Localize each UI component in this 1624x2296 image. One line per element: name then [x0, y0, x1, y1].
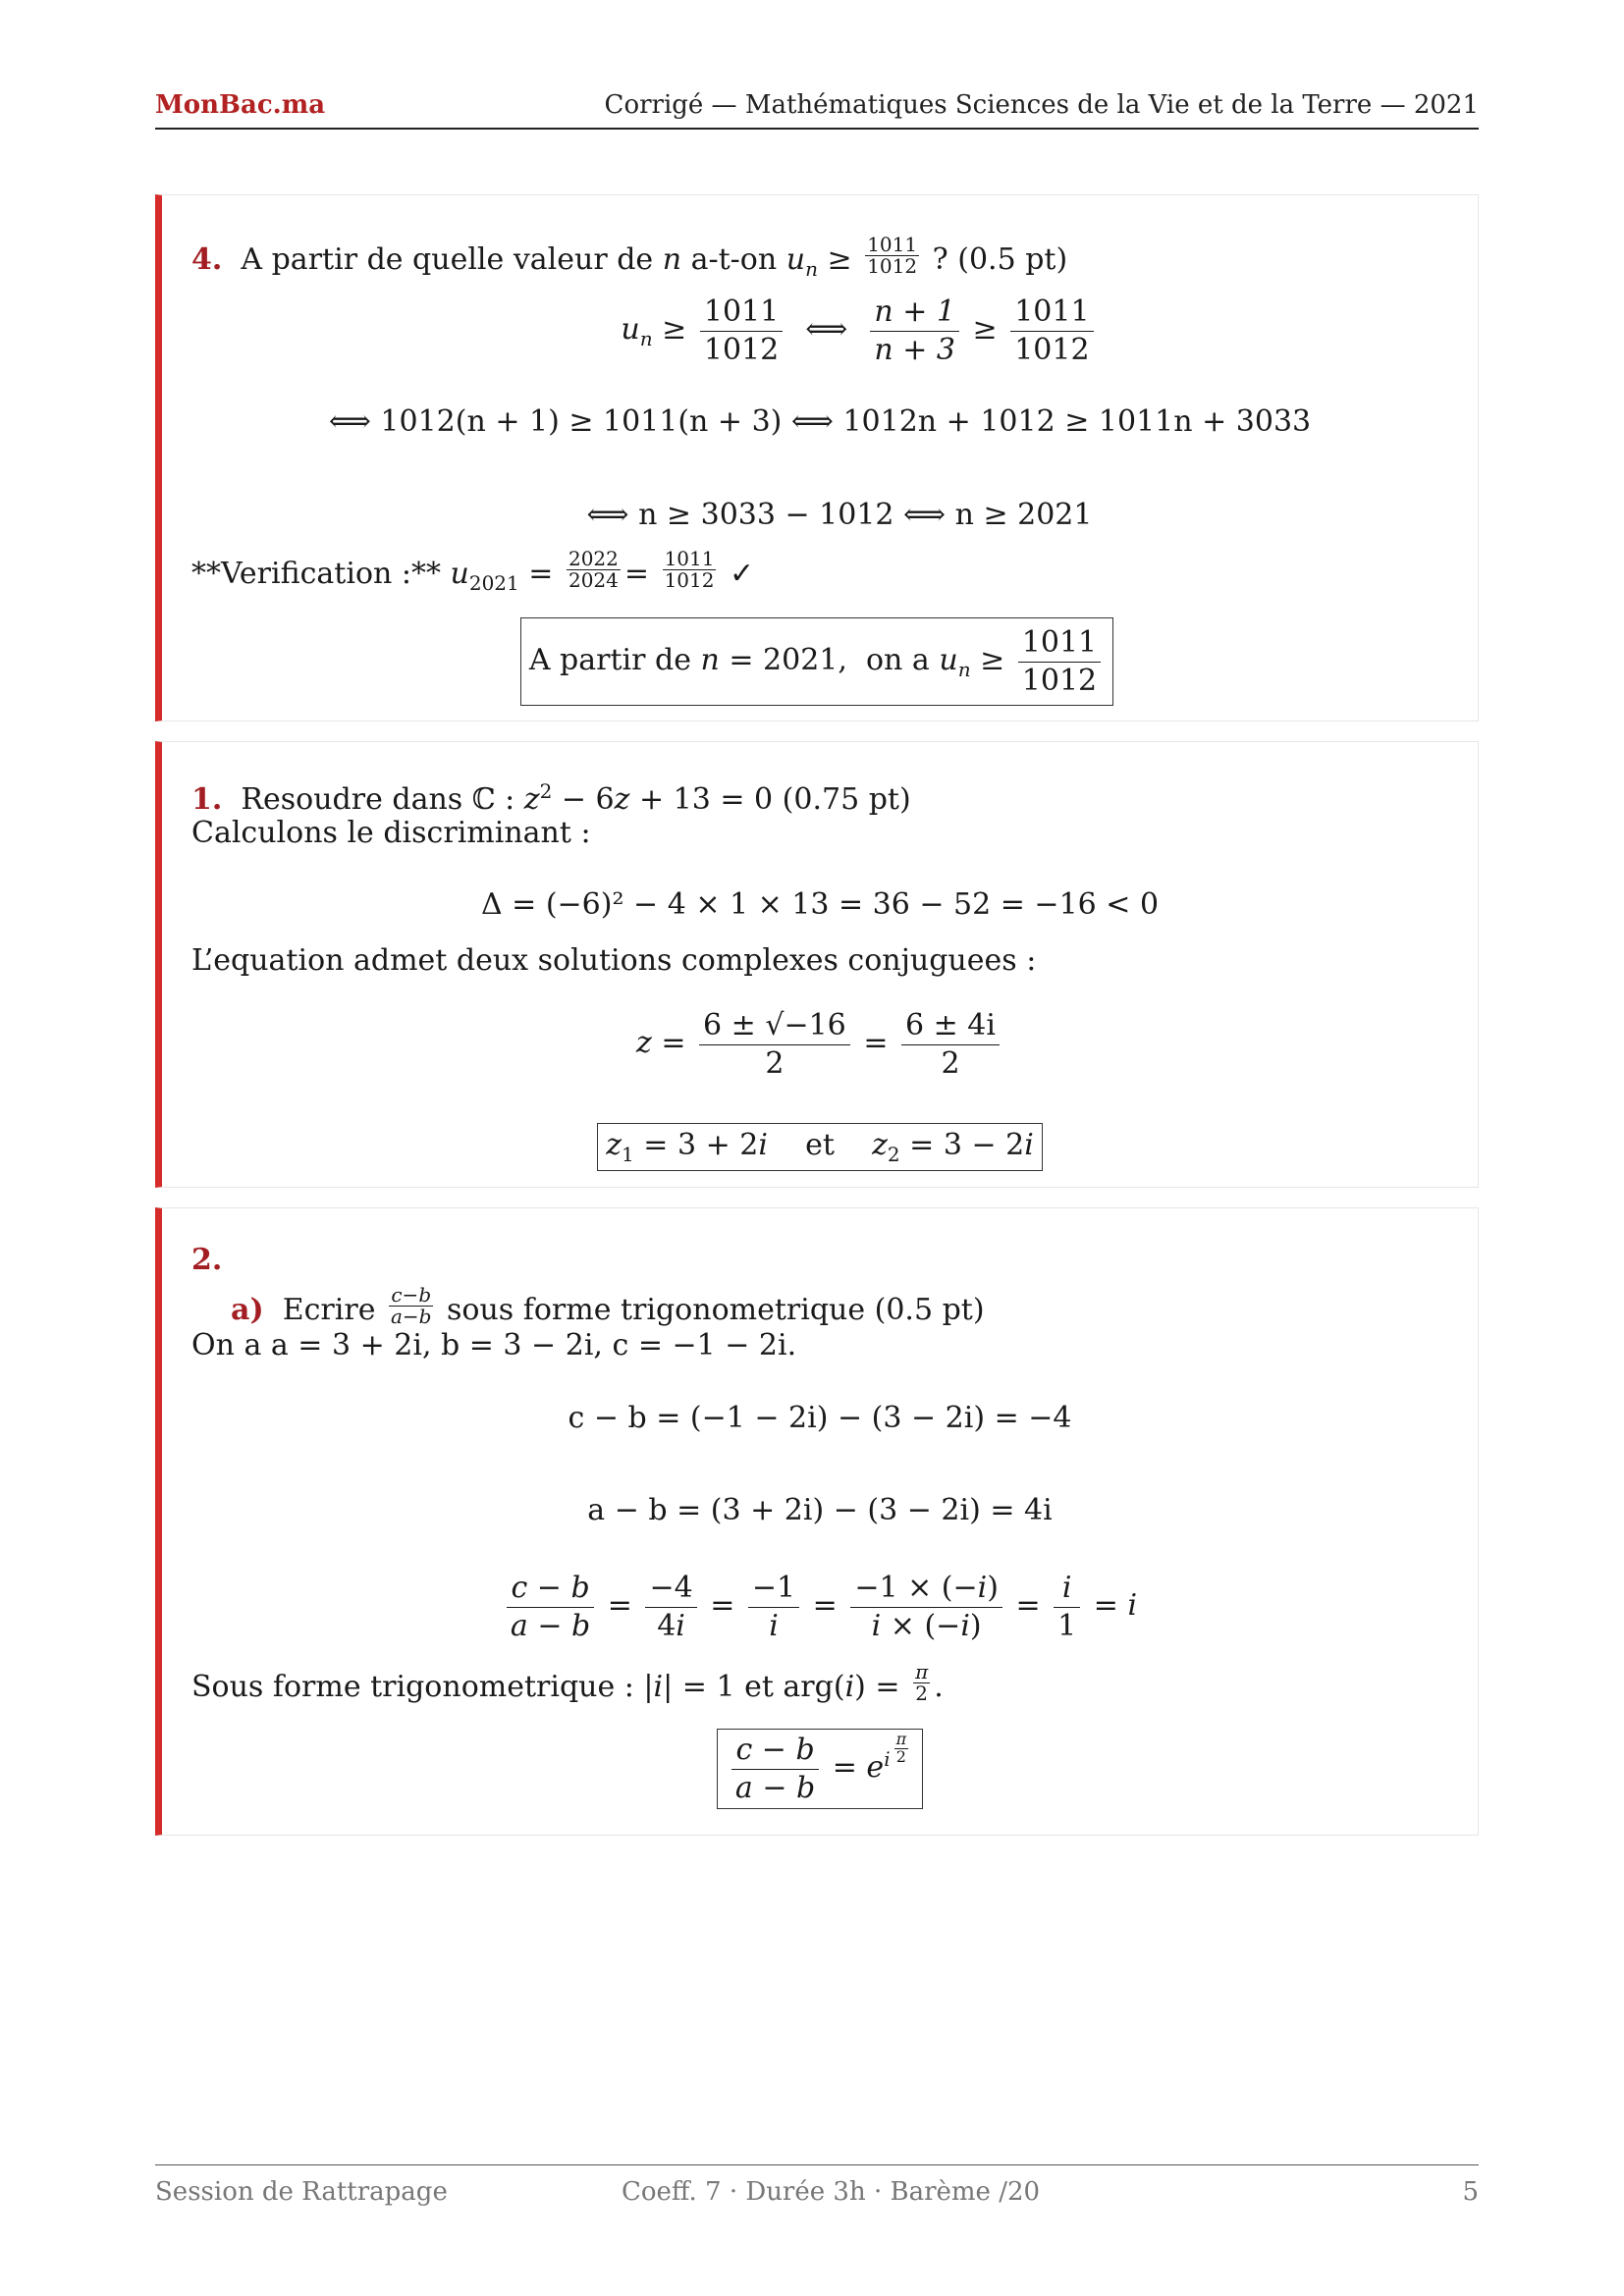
q2-subquestion: a) Ecrire $\frac{c-b}{a-b}$ sous forme trigonometrique (0.5 pt) — [231, 1283, 985, 1328]
footer-info: Coeff. 7 · Durée 3h · Barème /20 — [622, 2177, 1041, 2207]
exercise-box-q4 — [155, 194, 1479, 721]
q4-fraction: $\frac{1011}{1012}$ — [867, 233, 918, 278]
q1-solution-formula: z = $\frac{6 \pm √-16}{2}$ = $\frac{6 \pm 4i}{2}$ — [162, 1007, 1478, 1082]
q1-solutions-intro: L’equation admet deux solutions complexes conjuguees : — [191, 943, 1037, 978]
exercise-box-q1 — [155, 741, 1479, 1188]
q1-result: $z_1 = 3 + 2i$ et $z_2 = 3 - 2i$ — [162, 1123, 1478, 1171]
brand-name: MonBac.ma — [155, 90, 326, 120]
q4-verification: **Verification :** $u_{2021}$ = $\frac{2022}{2024}$ = $\frac{1011}{1012}$ ✓ — [191, 547, 755, 595]
q2-quotient-chain: $\frac{c - b}{a - b}$ = $\frac{-4}{4i}$ = $\frac{-1}{i}$ = $\frac{-1 \times (-i)}{i \times (-i)}$ = $\frac{i}{1}$ = i — [162, 1570, 1478, 1644]
q4-equation-1: $u_n$ ≥ $\frac{1011}{1012}$ ⟺ $\frac{n + 1}{n + 3}$ ≥ $\frac{1011}{1012}$ — [162, 294, 1478, 368]
footer-session: Session de Rattrapage — [155, 2177, 448, 2207]
q2-number: 2. — [191, 1243, 223, 1277]
q2-eq-cb: c − b = (−1 − 2i) − (3 − 2i) = −4 — [568, 1401, 1072, 1435]
q4-conclusion: A partir de n = 2021, on a $u_n$ ≥ $\frac{1011}{1012}$ — [162, 617, 1478, 706]
page-number: 5 — [1462, 2177, 1479, 2207]
q2-trig-form: Sous forme trigonometrique : |i| = 1 et arg(i) = $\frac{\pi}{2}$ . — [191, 1660, 944, 1705]
exercise-box-q2 — [155, 1207, 1479, 1836]
q4-number: 4. — [191, 242, 223, 277]
q4-equation-2: ⟺ 1012(n + 1) ≥ 1011(n + 3) ⟺ 1012n + 1012 ≥ 1011n + 3033 — [328, 404, 1312, 439]
page-footer — [155, 2164, 1479, 2205]
q2-given: On a a = 3 + 2i, b = 3 − 2i, c = −1 − 2i. — [191, 1328, 797, 1362]
page-header — [155, 90, 1479, 130]
check-icon: ✓ — [730, 557, 755, 591]
q2-result: $\frac{c - b}{a - b}$ = $e^{i \frac{\pi}{2}}$ — [162, 1729, 1478, 1809]
q2-eq-ab: a − b = (3 + 2i) − (3 − 2i) = 4i — [587, 1493, 1053, 1527]
header-title: Corrigé — Mathématiques Sciences de la Vie et de la Terre — 2021 — [604, 90, 1479, 120]
q4-equation-3: ⟺ n ≥ 3033 − 1012 ⟺ n ≥ 2021 — [586, 498, 1093, 532]
q4-statement: 4. A partir de quelle valeur de n a-t-on $u_n$ ≥ $\frac{1011}{1012}$ ? (0.5 pt) — [191, 233, 1068, 281]
q1-discriminant: Δ = (−6)² − 4 × 1 × 13 = 36 − 52 = −16 < 0 — [480, 887, 1160, 922]
q1-discriminant-intro: Calculons le discriminant : — [191, 816, 591, 850]
q1-statement: 1. Resoudre dans ℂ : $z^2 - 6z + 13 = 0$ (0.75 pt) — [191, 779, 911, 817]
q1-number: 1. — [191, 782, 223, 817]
